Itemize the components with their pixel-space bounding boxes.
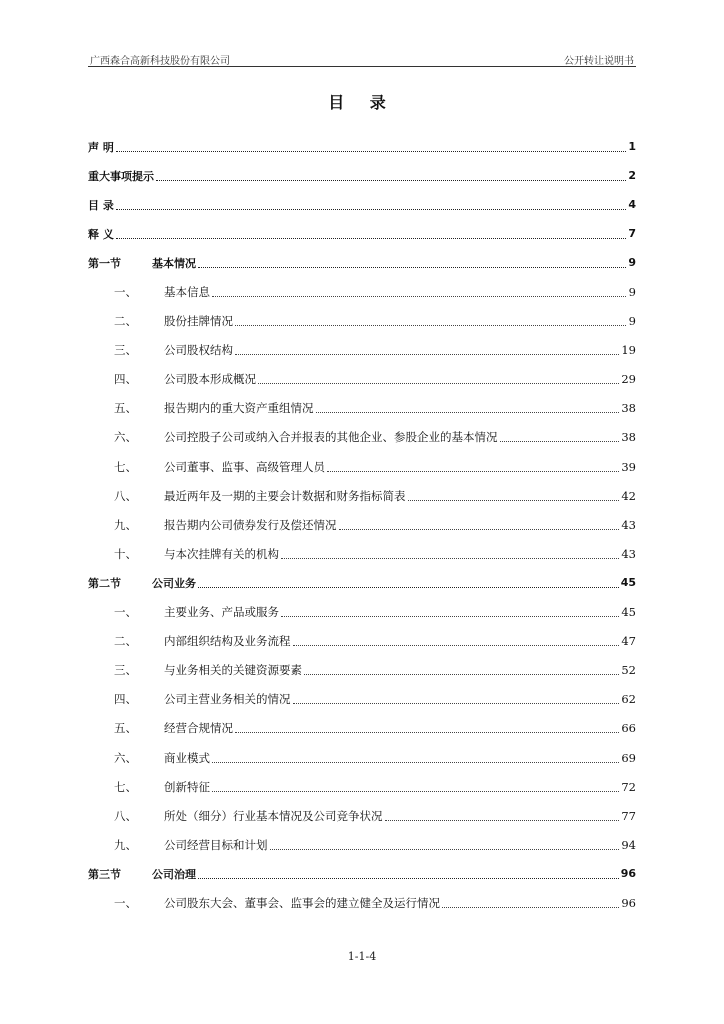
toc-subsection-row[interactable] (88, 336, 636, 365)
toc-entry-page: 39 (621, 459, 636, 474)
toc-section-row[interactable] (88, 161, 636, 190)
page-number: 1-1-4 (347, 950, 377, 963)
toc-subsection-row[interactable] (88, 714, 636, 743)
toc-section-row[interactable] (88, 568, 636, 597)
page-title: 目 录 (328, 93, 396, 112)
toc-entry-label: 报告期内的重大资产重组情况 (164, 401, 314, 416)
dot-leader (339, 528, 620, 530)
toc-entry-page: 29 (621, 372, 636, 387)
toc-entry-page: 7 (628, 227, 636, 241)
toc-entry-label: 公司董事、监事、高级管理人员 (164, 459, 325, 474)
toc-entry-number: 一、 (114, 285, 137, 300)
toc-entry-label: 公司股东大会、董事会、监事会的建立健全及运行情况 (164, 895, 440, 910)
toc-subsection-row[interactable] (88, 656, 636, 685)
toc-entry-page: 96 (621, 895, 636, 910)
dot-leader (293, 702, 620, 704)
dot-leader (316, 411, 620, 413)
toc-entry-label: 公司股本形成概况 (164, 372, 256, 387)
toc-subsection-row[interactable] (88, 481, 636, 510)
toc-entry-number: 一、 (114, 605, 137, 620)
toc-subsection-row[interactable] (88, 888, 636, 917)
dot-leader (156, 179, 626, 181)
toc-entry-page: 47 (621, 634, 636, 649)
dot-leader (327, 470, 619, 472)
dot-leader (258, 382, 619, 384)
toc-entry-number: 五、 (114, 721, 137, 736)
toc-entry-label: 报告期内公司债券发行及偿还情况 (164, 517, 337, 532)
toc-entry-label: 公司股权结构 (164, 343, 233, 358)
toc-subsection-row[interactable] (88, 627, 636, 656)
dot-leader (293, 644, 620, 646)
dot-leader (116, 150, 626, 152)
dot-leader (408, 499, 620, 501)
toc-entry-label: 公司控股子公司或纳入合并报表的其他企业、参股企业的基本情况 (164, 430, 498, 445)
toc-entry-page: 52 (621, 663, 636, 678)
dot-leader (500, 440, 620, 442)
toc-entry-label: 公司主营业务相关的情况 (164, 692, 291, 707)
toc-entry-number: 三、 (114, 343, 137, 358)
toc-subsection-row[interactable] (88, 510, 636, 539)
toc-entry-number: 八、 (114, 488, 137, 503)
toc-subsection-row[interactable] (88, 598, 636, 627)
toc-section-row[interactable] (88, 132, 636, 161)
document-name: 公开转让说明书 (564, 56, 634, 67)
toc-entry-page: 62 (621, 692, 636, 707)
toc-entry-label: 主要业务、产品或服务 (164, 605, 279, 620)
toc-subsection-row[interactable] (88, 772, 636, 801)
toc-entry-number: 五、 (114, 401, 137, 416)
toc-entry-label: 与本次挂牌有关的机构 (164, 546, 279, 561)
toc-entry-page: 66 (621, 721, 636, 736)
toc-entry-label: 经营合规情况 (164, 721, 233, 736)
toc-entry-label: 创新特征 (164, 779, 210, 794)
toc-entry-number: 七、 (114, 779, 137, 794)
dot-leader (385, 819, 620, 821)
toc-entry-label: 公司治理 (152, 867, 196, 881)
toc-entry-number: 第一节 (88, 256, 121, 270)
toc-entry-page: 2 (628, 169, 636, 183)
toc-entry-page: 42 (621, 488, 636, 503)
dot-leader (212, 761, 619, 763)
toc-entry-page: 9 (628, 256, 636, 270)
toc-entry-number: 九、 (114, 837, 137, 852)
dot-leader (198, 877, 619, 879)
dot-leader (442, 906, 619, 908)
dot-leader (281, 615, 619, 617)
toc-section-row[interactable] (88, 248, 636, 277)
dot-leader (235, 353, 619, 355)
toc-entry-number: 二、 (114, 634, 137, 649)
toc-entry-page: 45 (621, 605, 636, 620)
dot-leader (116, 208, 626, 210)
toc-entry-label: 目 录 (88, 198, 114, 212)
toc-entry-label: 与业务相关的关键资源要素 (164, 663, 302, 678)
toc-entry-number: 三、 (114, 663, 137, 678)
dot-leader (198, 266, 626, 268)
dot-leader (281, 557, 619, 559)
toc-entry-page: 19 (621, 343, 636, 358)
toc-entry-label: 基本信息 (164, 285, 210, 300)
toc-entry-page: 4 (628, 198, 636, 212)
toc-entry-page: 38 (621, 401, 636, 416)
toc-subsection-row[interactable] (88, 685, 636, 714)
toc-entry-page: 43 (621, 546, 636, 561)
toc-entry-label: 商业模式 (164, 750, 210, 765)
toc-subsection-row[interactable] (88, 830, 636, 859)
toc-entry-number: 六、 (114, 430, 137, 445)
toc-subsection-row[interactable] (88, 539, 636, 568)
toc-entry-label: 最近两年及一期的主要会计数据和财务指标简表 (164, 488, 406, 503)
toc-entry-page: 94 (621, 837, 636, 852)
toc-entry-label: 基本情况 (152, 256, 196, 270)
page-header (88, 48, 636, 67)
toc-entry-page: 1 (628, 140, 636, 154)
toc-entry-page: 38 (621, 430, 636, 445)
toc-subsection-row[interactable] (88, 277, 636, 306)
toc-entry-page: 9 (628, 314, 636, 329)
toc-entry-number: 九、 (114, 517, 137, 532)
company-name: 广西森合高新科技股份有限公司 (90, 56, 230, 67)
toc-subsection-row[interactable] (88, 394, 636, 423)
dot-leader (198, 586, 619, 588)
toc-entry-page: 9 (628, 285, 636, 300)
toc-subsection-row[interactable] (88, 801, 636, 830)
toc-entry-number: 第二节 (88, 576, 121, 590)
dot-leader (235, 731, 619, 733)
toc-section-row[interactable] (88, 190, 636, 219)
dot-leader (270, 848, 620, 850)
toc-entry-page: 43 (621, 517, 636, 532)
toc-section-row[interactable] (88, 219, 636, 248)
dot-leader (212, 790, 619, 792)
toc-entry-label: 重大事项提示 (88, 169, 154, 183)
toc-entry-number: 八、 (114, 808, 137, 823)
toc-entry-label: 内部组织结构及业务流程 (164, 634, 291, 649)
toc-entry-label: 声 明 (88, 140, 114, 154)
toc-entry-number: 第三节 (88, 867, 121, 881)
toc-entry-number: 四、 (114, 692, 137, 707)
toc-entry-number: 一、 (114, 895, 137, 910)
toc-entry-number: 六、 (114, 750, 137, 765)
toc-entry-number: 七、 (114, 459, 137, 474)
toc-subsection-row[interactable] (88, 743, 636, 772)
toc-entry-page: 69 (621, 750, 636, 765)
toc-subsection-row[interactable] (88, 307, 636, 336)
toc-entry-number: 二、 (114, 314, 137, 329)
toc-subsection-row[interactable] (88, 423, 636, 452)
table-of-contents (88, 132, 636, 918)
toc-entry-label: 释 义 (88, 227, 114, 241)
toc-entry-label: 公司业务 (152, 576, 196, 590)
toc-entry-page: 77 (621, 808, 636, 823)
dot-leader (116, 237, 626, 239)
toc-entry-label: 所处（细分）行业基本情况及公司竞争状况 (164, 808, 383, 823)
toc-entry-number: 四、 (114, 372, 137, 387)
toc-subsection-row[interactable] (88, 365, 636, 394)
toc-entry-label: 股份挂牌情况 (164, 314, 233, 329)
toc-entry-page: 72 (621, 779, 636, 794)
toc-entry-number: 十、 (114, 546, 137, 561)
toc-entry-label: 公司经营目标和计划 (164, 837, 268, 852)
toc-section-row[interactable] (88, 859, 636, 888)
dot-leader (212, 295, 626, 297)
toc-entry-page: 45 (620, 576, 636, 590)
dot-leader (304, 673, 619, 675)
toc-entry-page: 96 (620, 867, 636, 881)
toc-subsection-row[interactable] (88, 452, 636, 481)
dot-leader (235, 324, 626, 326)
